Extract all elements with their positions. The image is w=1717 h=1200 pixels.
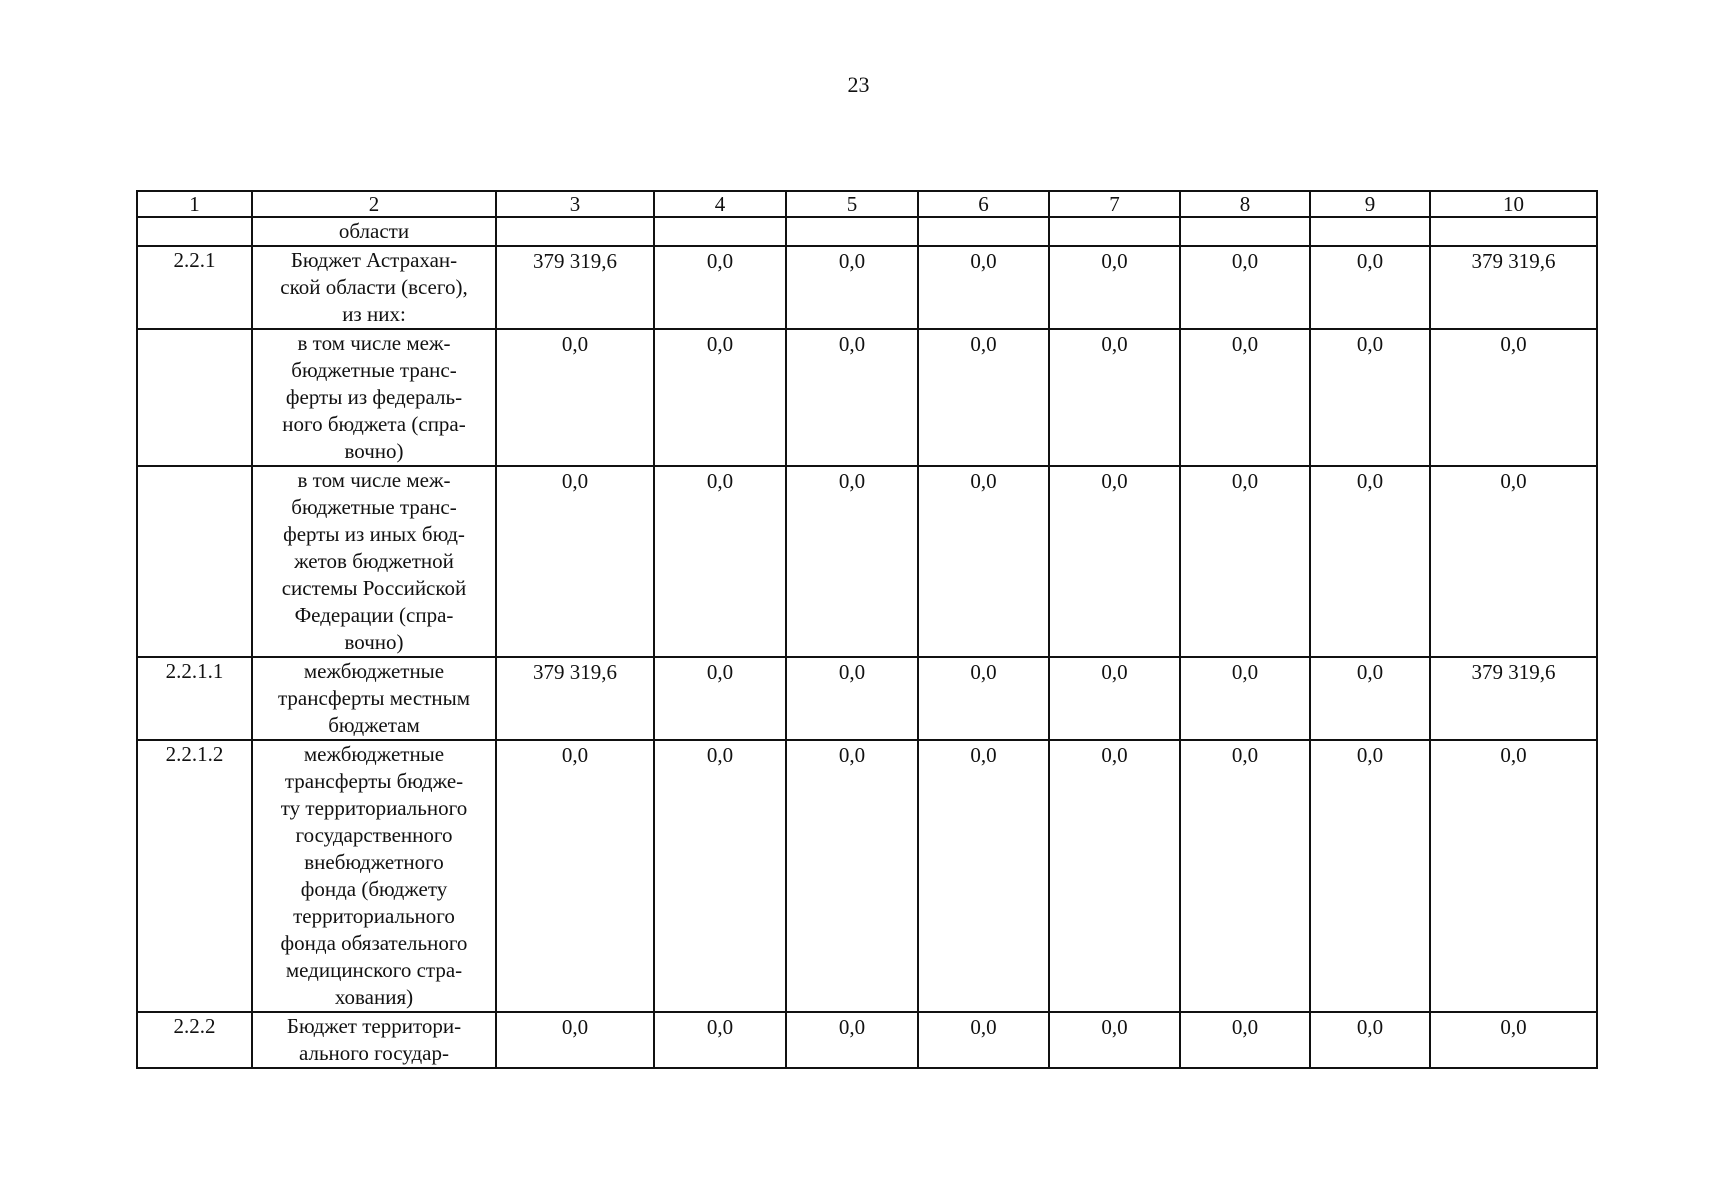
row-value-cell: 0,0	[1180, 329, 1310, 466]
row-value-cell: 0,0	[1310, 657, 1430, 740]
row-description-cell: Бюджет территори- ального государ-	[252, 1012, 496, 1068]
row-value-cell: 0,0	[786, 246, 918, 329]
column-number-header: 10	[1430, 191, 1597, 217]
row-code-cell: 2.2.1.2	[137, 740, 252, 1012]
table-row	[137, 740, 1597, 1012]
budget-table	[136, 190, 1598, 1069]
row-value-cell: 0,0	[786, 657, 918, 740]
row-value-cell: 0,0	[654, 466, 786, 657]
table-row	[137, 246, 1597, 329]
row-value-cell: 0,0	[1049, 329, 1180, 466]
column-number-header: 3	[496, 191, 654, 217]
row-value-cell: 0,0	[1310, 466, 1430, 657]
table-row	[137, 329, 1597, 466]
row-value-cell: 0,0	[918, 1012, 1049, 1068]
table-row	[137, 657, 1597, 740]
row-value-cell: 0,0	[496, 740, 654, 1012]
row-value-cell: 379 319,6	[496, 246, 654, 329]
row-value-cell: 0,0	[786, 1012, 918, 1068]
row-value-cell	[1430, 217, 1597, 246]
row-value-cell: 0,0	[1430, 1012, 1597, 1068]
row-value-cell: 0,0	[1049, 246, 1180, 329]
column-number-header: 7	[1049, 191, 1180, 217]
row-value-cell: 0,0	[1049, 1012, 1180, 1068]
row-value-cell: 0,0	[1180, 657, 1310, 740]
table-row	[137, 217, 1597, 246]
column-number-header: 8	[1180, 191, 1310, 217]
row-value-cell: 0,0	[786, 466, 918, 657]
row-value-cell: 0,0	[496, 329, 654, 466]
row-value-cell: 0,0	[654, 246, 786, 329]
row-value-cell	[496, 217, 654, 246]
row-value-cell: 0,0	[1180, 1012, 1310, 1068]
row-value-cell: 0,0	[1310, 1012, 1430, 1068]
table-row	[137, 1012, 1597, 1068]
row-code-cell	[137, 329, 252, 466]
row-value-cell: 0,0	[1180, 246, 1310, 329]
page-number: 23	[847, 72, 870, 97]
column-number-header: 9	[1310, 191, 1430, 217]
row-value-cell: 0,0	[496, 466, 654, 657]
row-value-cell: 0,0	[654, 657, 786, 740]
row-value-cell: 0,0	[1310, 246, 1430, 329]
row-code-cell	[137, 466, 252, 657]
row-value-cell: 0,0	[496, 1012, 654, 1068]
row-value-cell: 0,0	[1430, 329, 1597, 466]
row-value-cell	[918, 217, 1049, 246]
table-row	[137, 466, 1597, 657]
row-value-cell	[654, 217, 786, 246]
row-description-cell: в том числе меж- бюджетные транс- ферты из федераль- ного бюджета (спра- вочно)	[252, 329, 496, 466]
column-number-header: 5	[786, 191, 918, 217]
row-value-cell: 379 319,6	[1430, 657, 1597, 740]
column-number-header: 1	[137, 191, 252, 217]
row-value-cell: 0,0	[1310, 740, 1430, 1012]
row-value-cell: 0,0	[654, 740, 786, 1012]
row-value-cell	[1049, 217, 1180, 246]
row-value-cell: 0,0	[1049, 740, 1180, 1012]
row-value-cell: 0,0	[654, 329, 786, 466]
row-value-cell: 0,0	[918, 466, 1049, 657]
row-value-cell: 0,0	[918, 246, 1049, 329]
row-value-cell: 0,0	[1310, 329, 1430, 466]
row-value-cell: 0,0	[918, 657, 1049, 740]
row-description-cell: Бюджет Астрахан- ской области (всего), из них:	[252, 246, 496, 329]
row-value-cell: 0,0	[1049, 466, 1180, 657]
row-value-cell: 0,0	[1180, 466, 1310, 657]
column-number-header: 2	[252, 191, 496, 217]
row-value-cell: 0,0	[1049, 657, 1180, 740]
row-code-cell	[137, 217, 252, 246]
row-description-cell: межбюджетные трансферты местным бюджетам	[252, 657, 496, 740]
column-number-header: 6	[918, 191, 1049, 217]
row-code-cell: 2.2.1	[137, 246, 252, 329]
row-value-cell: 0,0	[654, 1012, 786, 1068]
row-value-cell: 0,0	[1430, 466, 1597, 657]
column-number-header: 4	[654, 191, 786, 217]
row-value-cell: 379 319,6	[1430, 246, 1597, 329]
row-code-cell: 2.2.2	[137, 1012, 252, 1068]
row-value-cell: 0,0	[1430, 740, 1597, 1012]
row-description-cell: в том числе меж- бюджетные транс- ферты из иных бюд- жетов бюджетной системы Российской Федерации (спра- вочно)	[252, 466, 496, 657]
row-value-cell: 0,0	[786, 329, 918, 466]
row-description-cell: области	[252, 217, 496, 246]
row-value-cell	[1180, 217, 1310, 246]
row-value-cell: 0,0	[918, 740, 1049, 1012]
row-value-cell: 379 319,6	[496, 657, 654, 740]
row-code-cell: 2.2.1.1	[137, 657, 252, 740]
column-number-row	[137, 191, 1597, 217]
table-body	[137, 191, 1597, 1068]
row-value-cell	[786, 217, 918, 246]
row-value-cell: 0,0	[786, 740, 918, 1012]
row-value-cell: 0,0	[1180, 740, 1310, 1012]
row-value-cell	[1310, 217, 1430, 246]
row-description-cell: межбюджетные трансферты бюдже- ту территориального государственного внебюджетного фонда (бюджету территориального фонда обязательного медицинского стра- хования)	[252, 740, 496, 1012]
row-value-cell: 0,0	[918, 329, 1049, 466]
